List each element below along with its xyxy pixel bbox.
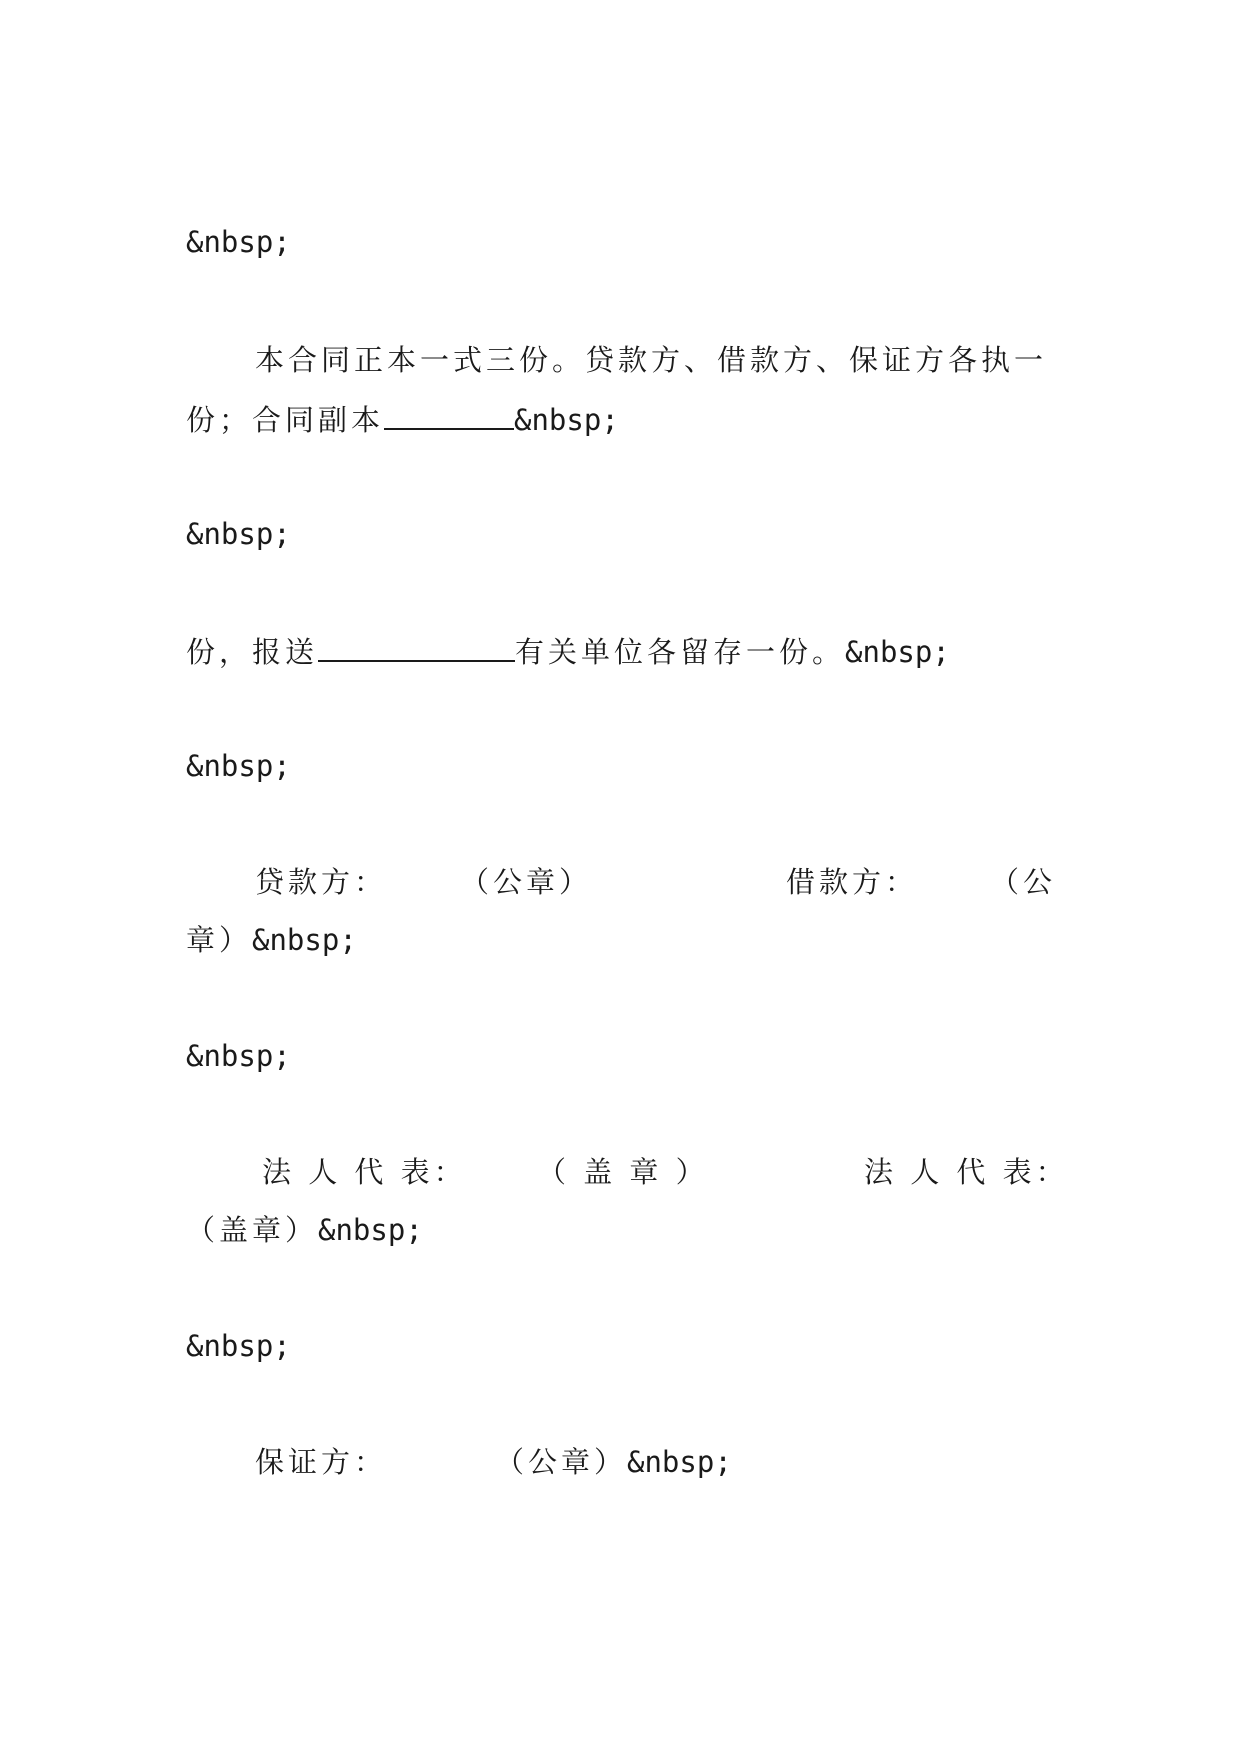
paragraph-2 — [186, 630, 950, 672]
blank-copies-field — [384, 398, 514, 430]
nbsp-line-4: &nbsp; — [186, 1039, 291, 1073]
borrower-seal-part-1: （公 — [990, 865, 1057, 899]
paragraph-1-line-2 — [186, 398, 619, 440]
guarantor-seal: （公章） — [495, 1445, 628, 1479]
paragraph-1-line-1: 本合同正本一式三份。贷款方、借款方、保证方各执一 — [255, 343, 1048, 377]
nbsp-line-5: &nbsp; — [186, 1329, 291, 1363]
legal-rep-seal-line-2 — [186, 1210, 423, 1250]
nbsp-line-3: &nbsp; — [186, 749, 291, 783]
nbsp-marker: &nbsp; — [252, 923, 357, 957]
borrower-seal-part-2: 章） — [186, 923, 253, 957]
legal-rep-label-2: 法 人 代 表： — [864, 1155, 1069, 1189]
blank-recipient-field — [318, 630, 515, 662]
paragraph-2-text-b: 有关单位各留存一份。 — [515, 635, 846, 669]
nbsp-marker: &nbsp; — [627, 1445, 732, 1479]
paragraph-2-text-a: 份，报送 — [186, 635, 319, 669]
guarantor-seal-line — [495, 1442, 732, 1482]
nbsp-line-1: &nbsp; — [186, 225, 291, 259]
nbsp-marker: &nbsp; — [845, 635, 950, 669]
lender-seal: （公章） — [460, 865, 593, 899]
paragraph-1-text: 份；合同副本 — [186, 403, 385, 437]
nbsp-marker: &nbsp; — [514, 403, 619, 437]
nbsp-marker: &nbsp; — [318, 1213, 423, 1247]
legal-rep-seal-2: （盖章） — [186, 1213, 319, 1247]
legal-rep-label-1: 法 人 代 表： — [262, 1155, 467, 1189]
guarantor-label: 保证方： — [255, 1445, 388, 1479]
nbsp-line-2: &nbsp; — [186, 517, 291, 551]
borrower-seal-line-2 — [186, 920, 357, 960]
lender-label: 贷款方： — [255, 865, 388, 899]
legal-rep-seal-1: （ 盖 章 ） — [537, 1155, 709, 1189]
borrower-label: 借款方： — [786, 865, 919, 899]
